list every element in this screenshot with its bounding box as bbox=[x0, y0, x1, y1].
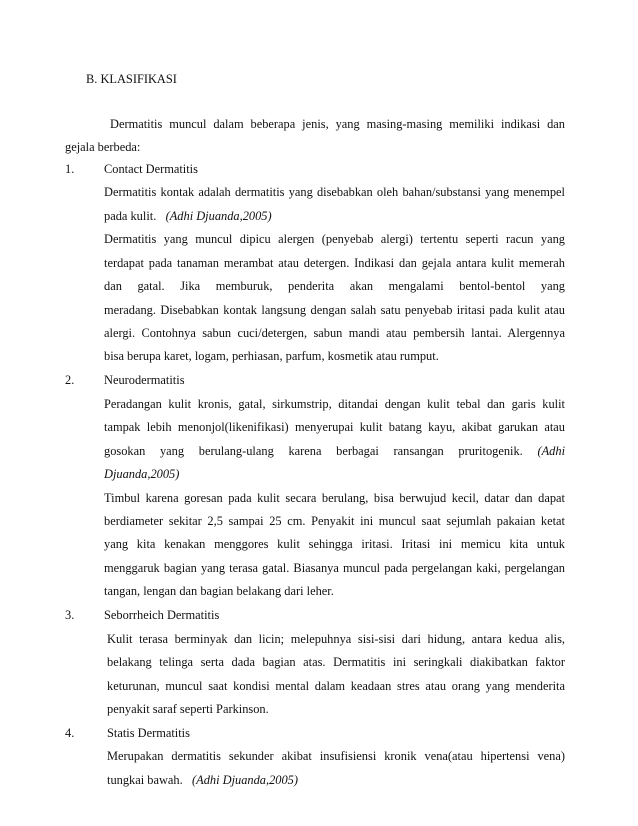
intro-line-1: Dermatitis muncul dalam beberapa jenis, yang masing-masing memiliki indikasi dan bbox=[110, 117, 565, 131]
item1-line: Dermatitis yang muncul dipicu alergen (penyebab alergi) tertentu seperti racun yang bbox=[104, 232, 565, 246]
citation: (Adhi bbox=[537, 444, 566, 458]
citation: Djuanda,2005) bbox=[104, 467, 180, 481]
citation: (Adhi Djuanda,2005) bbox=[165, 209, 272, 223]
item3-line: keturunan, muncul saat kondisi mental dalam keadaan stres atau orang yang menderita bbox=[107, 679, 565, 693]
item2-line: tampak lebih menonjol(likenifikasi) menyerupai kulit batang kayu, akibat garukan atau bbox=[104, 420, 565, 434]
section-heading: B. KLASIFIKASI bbox=[86, 72, 177, 86]
item-title-2: Neurodermatitis bbox=[104, 373, 185, 387]
item4-line: tungkai bawah. (Adhi Djuanda,2005) bbox=[107, 773, 298, 787]
item1-line: Dermatitis kontak adalah dermatitis yang disebabkan oleh bahan/substansi yang menempel bbox=[104, 185, 565, 199]
item-number-4: 4. bbox=[65, 726, 75, 740]
item-title-4: Statis Dermatitis bbox=[107, 726, 190, 740]
item3-line: penyakit saraf seperti Parkinson. bbox=[107, 702, 269, 716]
item4-line: Merupakan dermatitis sekunder akibat insufisiensi kronik vena(atau hipertensi vena) bbox=[107, 749, 565, 763]
intro-line-2: gejala berbeda: bbox=[65, 140, 141, 154]
item1-line: meradang. Disebabkan kontak langsung dengan salah satu penyebab iritasi pada kulit atau bbox=[104, 303, 565, 317]
item2-line: berdiameter sekitar 2,5 sampai 25 cm. Penyakit ini muncul saat sejumlah pakaian ketat bbox=[104, 514, 565, 528]
item1-line: pada kulit. (Adhi Djuanda,2005) bbox=[104, 209, 272, 223]
item1-line: bisa berupa karet, logam, perhiasan, parfum, kosmetik atau rumput. bbox=[104, 349, 439, 363]
item2-line: gosokan yang berulang-ulang karena berbagai ransangan pruritogenik. (Adhi bbox=[104, 444, 566, 458]
citation: (Adhi Djuanda,2005) bbox=[192, 773, 298, 787]
item2-line: Peradangan kulit kronis, gatal, sirkumstrip, ditandai dengan kulit tebal dan garis kulit bbox=[104, 397, 565, 411]
item1-line: dan gatal. Jika memburuk, penderita akan mengalami bentol-bentol yang bbox=[104, 279, 565, 293]
item2-line: Timbul karena goresan pada kulit secara berulang, bisa berwujud kecil, datar dan dapat bbox=[104, 491, 565, 505]
item2-line: yang kita kenakan menggores kulit sehingga iritasi. Iritasi ini memicu kita untuk bbox=[104, 537, 565, 551]
item2-line: tangan, lengan dan bagian belakang dari leher. bbox=[104, 584, 334, 598]
item-number-3: 3. bbox=[65, 608, 75, 622]
item-number-2: 2. bbox=[65, 373, 75, 387]
item1-line: alergi. Contohnya sabun cuci/detergen, sabun mandi atau pembersih lantai. Alergennya bbox=[104, 326, 565, 340]
item3-line: belakang telinga serta dada bagian atas. Dermatitis ini seringkali diakibatkan faktor bbox=[107, 655, 565, 669]
item-title-1: Contact Dermatitis bbox=[104, 162, 198, 176]
item2-line: menggaruk bagian yang terasa gatal. Biasanya muncul pada pergelangan kaki, pergelangan bbox=[104, 561, 565, 575]
item-title-3: Seborrheich Dermatitis bbox=[104, 608, 220, 622]
item3-line: Kulit terasa berminyak dan licin; melepuhnya sisi-sisi dari hidung, antara kedua alis, bbox=[107, 632, 565, 646]
item1-line: terdapat pada tanaman merambat atau detergen. Indikasi dan gejala antara kulit memerah bbox=[104, 256, 565, 270]
item-number-1: 1. bbox=[65, 162, 75, 176]
